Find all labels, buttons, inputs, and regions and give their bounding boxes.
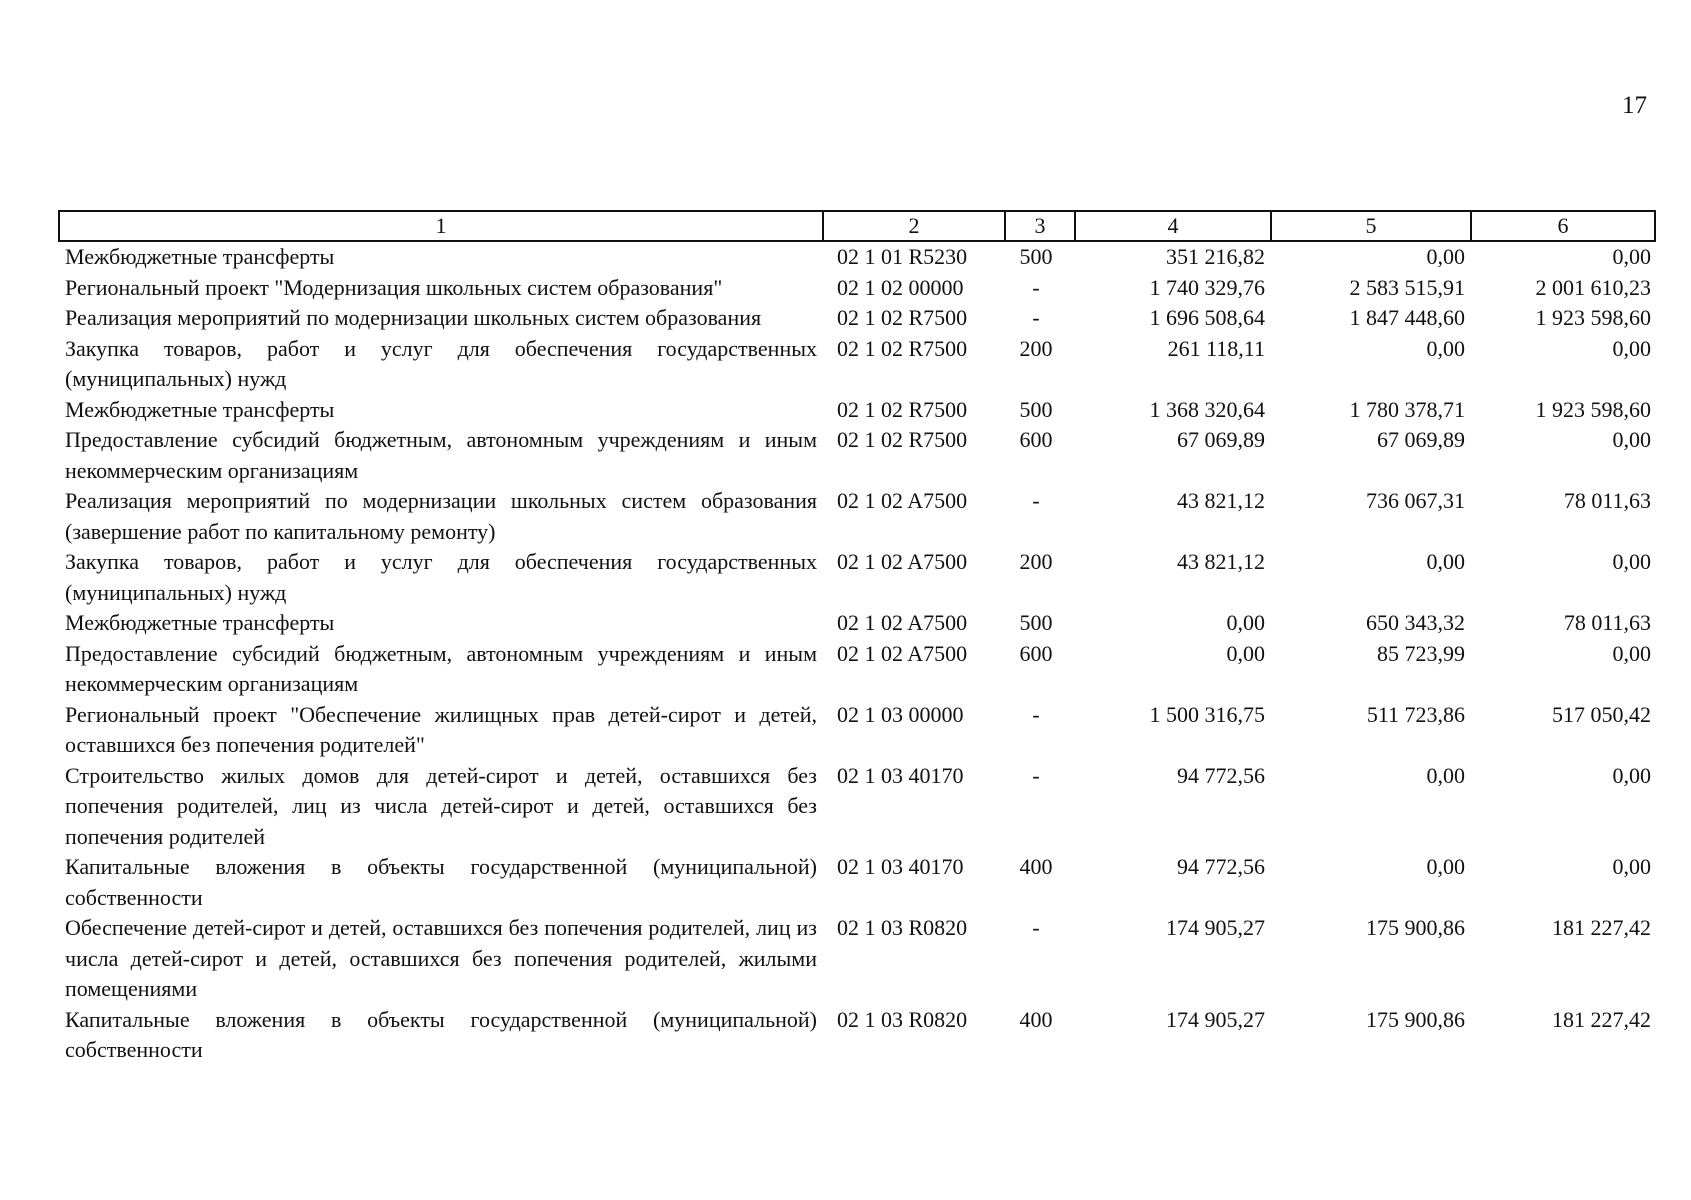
row-code-cell: 02 1 03 R0820 bbox=[837, 915, 968, 940]
row-type-cell: - bbox=[1032, 701, 1040, 727]
row-value-4-cell: 1 368 320,64 bbox=[1149, 396, 1265, 422]
row-name-cell: Строительство жилых домов для детей-сирот и детей, оставшихся без попечения родителей, лиц из числа детей-сирот и детей, оставшихся без попечения родителей bbox=[65, 762, 817, 849]
row-value-6-cell: 78 011,63 bbox=[1563, 610, 1651, 635]
row-value-4-cell: 94 772,56 bbox=[1177, 854, 1265, 879]
row-value-6-cell: 0,00 bbox=[1612, 854, 1651, 879]
table-row bbox=[59, 425, 1655, 486]
header-row bbox=[59, 211, 1655, 241]
row-code-cell: 02 1 02 R7500 bbox=[837, 396, 968, 422]
column-header-1: 1 bbox=[59, 211, 823, 241]
column-header-2: 2 bbox=[823, 211, 1005, 241]
column-header-4: 4 bbox=[1075, 211, 1271, 241]
table-row bbox=[59, 1005, 1655, 1066]
row-value-6-cell: 0,00 bbox=[1612, 244, 1651, 269]
row-name-cell: Региональный проект "Обеспечение жилищных прав детей-сирот и детей, оставшихся без попечения родителей" bbox=[65, 701, 817, 757]
row-type-cell: 200 bbox=[1019, 549, 1053, 574]
row-value-4-cell: 0,00 bbox=[1226, 640, 1265, 666]
row-value-4-cell: 67 069,89 bbox=[1177, 427, 1265, 452]
row-value-6-cell: 0,00 bbox=[1612, 640, 1651, 666]
row-value-5-cell: 0,00 bbox=[1426, 244, 1465, 269]
row-code-cell: 02 1 02 A7500 bbox=[837, 640, 968, 666]
row-type-cell: 600 bbox=[1019, 427, 1053, 452]
row-value-4-cell: 1 500 316,75 bbox=[1149, 701, 1265, 727]
row-code-cell: 02 1 02 A7500 bbox=[837, 610, 968, 635]
row-type-cell: 500 bbox=[1019, 610, 1053, 635]
row-type-cell: 200 bbox=[1019, 335, 1053, 361]
row-value-5-cell: 175 900,86 bbox=[1366, 915, 1465, 940]
row-type-cell: - bbox=[1032, 915, 1040, 940]
row-type-cell: - bbox=[1032, 305, 1040, 330]
row-value-4-cell: 0,00 bbox=[1226, 610, 1265, 635]
table-row bbox=[59, 241, 1655, 273]
row-code-cell: 02 1 03 R0820 bbox=[837, 1006, 968, 1032]
row-type-cell: 400 bbox=[1019, 854, 1053, 879]
row-code-cell: 02 1 01 R5230 bbox=[837, 244, 968, 269]
row-value-6-cell: 1 923 598,60 bbox=[1535, 396, 1651, 422]
table-row bbox=[59, 700, 1655, 761]
row-value-6-cell: 181 227,42 bbox=[1552, 1006, 1651, 1032]
row-name-cell: Капитальные вложения в объекты государственной (муниципальной) собственности bbox=[65, 1006, 817, 1062]
row-type-cell: - bbox=[1032, 274, 1040, 300]
row-value-5-cell: 0,00 bbox=[1426, 335, 1465, 361]
row-value-4-cell: 351 216,82 bbox=[1166, 244, 1265, 269]
row-value-5-cell: 175 900,86 bbox=[1366, 1006, 1465, 1032]
row-type-cell: 500 bbox=[1019, 244, 1053, 269]
page-number: 17 bbox=[1622, 92, 1647, 119]
row-code-cell: 02 1 02 A7500 bbox=[837, 488, 968, 513]
row-type-cell: 600 bbox=[1019, 640, 1053, 666]
row-code-cell: 02 1 02 A7500 bbox=[837, 549, 968, 574]
table-row bbox=[59, 273, 1655, 304]
table-row bbox=[59, 334, 1655, 395]
row-value-6-cell: 0,00 bbox=[1612, 427, 1651, 452]
row-value-5-cell: 0,00 bbox=[1426, 549, 1465, 574]
row-name-cell: Предоставление субсидий бюджетным, автономным учреждениям и иным некоммерческим организациям bbox=[65, 640, 817, 696]
row-value-4-cell: 1 740 329,76 bbox=[1149, 274, 1265, 300]
row-value-4-cell: 43 821,12 bbox=[1177, 488, 1265, 513]
row-value-5-cell: 0,00 bbox=[1426, 854, 1465, 879]
row-type-cell: 500 bbox=[1019, 396, 1053, 422]
row-value-6-cell: 0,00 bbox=[1612, 762, 1651, 788]
table-row bbox=[59, 303, 1655, 334]
row-value-6-cell: 2 001 610,23 bbox=[1535, 274, 1651, 300]
row-code-cell: 02 1 03 00000 bbox=[837, 701, 964, 727]
row-code-cell: 02 1 03 40170 bbox=[837, 854, 964, 879]
table-row bbox=[59, 486, 1655, 547]
row-code-cell: 02 1 02 00000 bbox=[837, 274, 964, 300]
row-name-cell: Реализация мероприятий по модернизации школьных систем образования (завершение работ по капитальному ремонту) bbox=[65, 488, 817, 544]
row-value-5-cell: 85 723,99 bbox=[1377, 640, 1465, 666]
column-header-3: 3 bbox=[1005, 211, 1075, 241]
row-value-4-cell: 261 118,11 bbox=[1167, 335, 1265, 361]
row-value-4-cell: 94 772,56 bbox=[1177, 762, 1265, 788]
row-type-cell: - bbox=[1032, 762, 1040, 788]
row-value-4-cell: 1 696 508,64 bbox=[1149, 305, 1265, 330]
row-value-4-cell: 174 905,27 bbox=[1166, 915, 1265, 940]
row-value-5-cell: 1 780 378,71 bbox=[1349, 396, 1465, 422]
row-name-cell: Межбюджетные трансферты bbox=[65, 244, 335, 269]
row-name-cell: Предоставление субсидий бюджетным, автономным учреждениям и иным некоммерческим организациям bbox=[65, 427, 817, 483]
row-type-cell: - bbox=[1032, 488, 1040, 513]
row-value-5-cell: 67 069,89 bbox=[1377, 427, 1465, 452]
row-value-5-cell: 511 723,86 bbox=[1366, 701, 1465, 727]
table-body bbox=[59, 241, 1655, 1066]
row-value-4-cell: 174 905,27 bbox=[1166, 1006, 1265, 1032]
row-code-cell: 02 1 03 40170 bbox=[837, 762, 964, 788]
row-code-cell: 02 1 02 R7500 bbox=[837, 305, 968, 330]
row-value-6-cell: 0,00 bbox=[1612, 335, 1651, 361]
row-value-5-cell: 0,00 bbox=[1426, 762, 1465, 788]
row-value-5-cell: 650 343,32 bbox=[1366, 610, 1465, 635]
table-row bbox=[59, 913, 1655, 1005]
row-name-cell: Межбюджетные трансферты bbox=[65, 610, 335, 635]
row-value-5-cell: 2 583 515,91 bbox=[1349, 274, 1465, 300]
row-value-6-cell: 1 923 598,60 bbox=[1535, 305, 1651, 330]
row-code-cell: 02 1 02 R7500 bbox=[837, 427, 968, 452]
row-value-6-cell: 517 050,42 bbox=[1552, 701, 1651, 727]
table-row bbox=[59, 547, 1655, 608]
row-value-6-cell: 78 011,63 bbox=[1563, 488, 1651, 513]
row-type-cell: 400 bbox=[1019, 1006, 1053, 1032]
row-name-cell: Региональный проект "Модернизация школьных систем образования" bbox=[65, 274, 723, 300]
budget-table bbox=[58, 210, 1656, 1066]
row-name-cell: Реализация мероприятий по модернизации школьных систем образования bbox=[65, 305, 762, 330]
table-row bbox=[59, 608, 1655, 639]
row-value-5-cell: 1 847 448,60 bbox=[1349, 305, 1465, 330]
row-name-cell: Обеспечение детей-сирот и детей, оставшихся без попечения родителей, лиц из числа детей-сирот и детей, оставшихся без попечения родителей, жилыми помещениями bbox=[65, 915, 817, 1001]
row-value-4-cell: 43 821,12 bbox=[1177, 549, 1265, 574]
table-header bbox=[59, 211, 1655, 241]
row-code-cell: 02 1 02 R7500 bbox=[837, 335, 968, 361]
table-row bbox=[59, 395, 1655, 426]
table-row bbox=[59, 852, 1655, 913]
row-name-cell: Межбюджетные трансферты bbox=[65, 396, 335, 422]
table-row bbox=[59, 761, 1655, 853]
row-name-cell: Закупка товаров, работ и услуг для обеспечения государственных (муниципальных) нужд bbox=[65, 549, 817, 605]
row-value-6-cell: 181 227,42 bbox=[1552, 915, 1651, 940]
row-value-6-cell: 0,00 bbox=[1612, 549, 1651, 574]
column-header-5: 5 bbox=[1271, 211, 1471, 241]
row-name-cell: Капитальные вложения в объекты государственной (муниципальной) собственности bbox=[65, 854, 817, 910]
table-row bbox=[59, 639, 1655, 700]
column-header-6: 6 bbox=[1471, 211, 1655, 241]
row-name-cell: Закупка товаров, работ и услуг для обеспечения государственных (муниципальных) нужд bbox=[65, 335, 817, 391]
row-value-5-cell: 736 067,31 bbox=[1366, 488, 1465, 513]
